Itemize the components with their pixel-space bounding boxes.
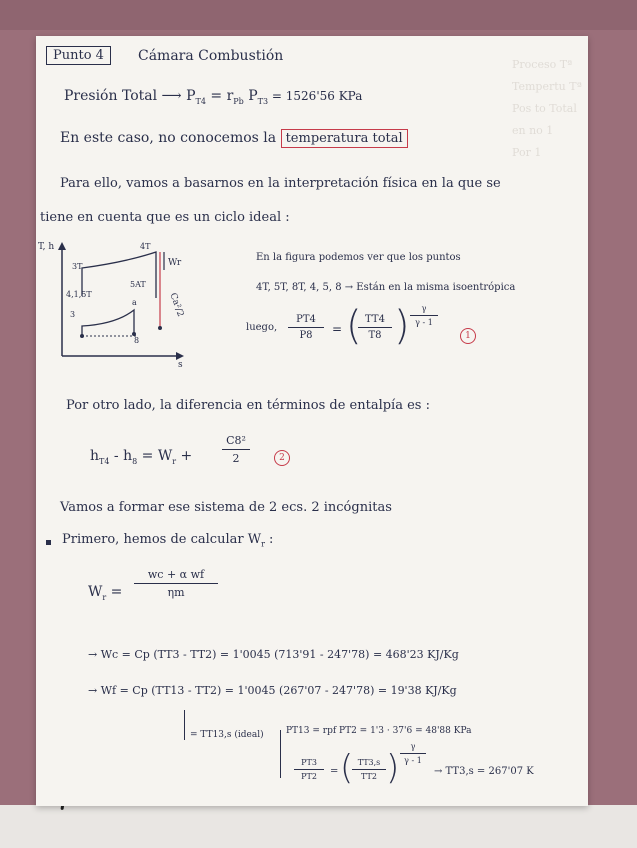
paragraph-line: Vamos a formar ese sistema de 2 ecs. 2 incógnitas — [60, 500, 392, 515]
subscript: 8 — [132, 456, 138, 466]
denominator: TT2 — [361, 772, 377, 781]
result-line: → TT3,s = 267'07 K — [434, 766, 534, 777]
fraction-bar — [134, 583, 218, 584]
symbol: W — [88, 584, 103, 600]
cycle-upper-curve — [82, 252, 156, 298]
section-title: Cámara Combustión — [138, 48, 284, 64]
arrow-icon: → — [88, 684, 98, 697]
denominator: T8 — [368, 330, 382, 341]
ghost-line: Por 1 — [512, 146, 542, 159]
denominator: ηm — [167, 586, 185, 599]
subscript: Pb — [233, 96, 244, 106]
fraction-bar — [352, 769, 386, 770]
point-label: 4T — [140, 242, 151, 251]
branch-bracket — [280, 730, 281, 778]
text: : — [264, 532, 274, 547]
close-paren: ) — [386, 748, 400, 788]
desk-surface — [0, 805, 637, 848]
y-axis-arrow-icon — [58, 242, 66, 250]
branch-label: = TT13,s (ideal) — [190, 730, 264, 740]
numerator: TT4 — [365, 314, 385, 325]
ghost-line: Proceso Tª — [512, 58, 573, 71]
subscript: r — [102, 592, 107, 602]
point-label: 8 — [134, 336, 140, 345]
paragraph-line: Para ello, vamos a basarnos en la interpretación física en la que se — [60, 176, 501, 191]
point-label: 5AT — [130, 280, 146, 289]
fraction-bar — [400, 753, 426, 754]
figure-text: 4T, 5T, 8T, 4, 5, 8 → Están en la misma isoentrópica — [256, 282, 516, 293]
numerator: PT3 — [301, 758, 317, 767]
pressure-ratio — [288, 314, 324, 341]
subscript: r — [261, 539, 265, 549]
point-label: 3T — [72, 262, 83, 271]
symbol: = — [106, 584, 123, 600]
numerator: γ — [421, 304, 427, 313]
paragraph-line: Por otro lado, la diferencia en términos de entalpía es : — [66, 398, 430, 413]
numerator: wc + α wf — [147, 568, 205, 581]
point-label: 4,1,5T — [66, 290, 92, 299]
subscript: T4 — [195, 96, 206, 106]
ghost-line: en no 1 — [512, 124, 554, 137]
highlighted-term: temperatura total — [281, 129, 408, 148]
numerator: C8² — [226, 434, 246, 447]
fraction-bar — [288, 327, 324, 328]
symbol: P — [243, 88, 258, 104]
then-label: luego, — [246, 322, 278, 333]
state-point — [158, 326, 162, 330]
arrow-icon: ⟶ — [161, 88, 182, 104]
background-top — [0, 0, 637, 30]
numerator: PT4 — [296, 314, 316, 325]
denominator: γ - 1 — [415, 318, 433, 327]
denominator: PT2 — [301, 772, 317, 781]
subscript: r — [172, 456, 177, 466]
y-axis-label: T, h — [38, 242, 55, 252]
arrow-icon: → — [88, 648, 98, 661]
equals: = — [330, 766, 339, 777]
text: En este caso, no conocemos la — [60, 130, 277, 146]
fraction-bar — [410, 315, 438, 316]
state-point — [80, 334, 84, 338]
exponent — [410, 304, 438, 327]
symbol: - h — [109, 448, 133, 464]
total-pressure-line — [64, 88, 362, 106]
cycle-lower-curve — [82, 310, 134, 336]
temperature-ratio — [358, 314, 392, 341]
fraction-bar — [294, 769, 324, 770]
open-paren: ( — [340, 748, 354, 788]
bleed-through-text — [512, 54, 582, 254]
text: Primero, hemos de calcular W — [62, 532, 262, 547]
work-label: Wr — [168, 258, 182, 268]
open-paren: ( — [346, 303, 362, 349]
point-label: a — [132, 298, 137, 307]
pressure-line: PT13 = rpf PT2 = 1'3 · 37'6 = 48'88 KPa — [286, 726, 472, 736]
turbine-work-equation — [88, 584, 122, 602]
pressure-ratio — [294, 758, 324, 781]
kinetic-label: Ca²/2 — [167, 291, 186, 319]
fraction-bar — [222, 449, 250, 450]
denominator: P8 — [299, 330, 313, 341]
enthalpy-equation — [90, 448, 192, 466]
denominator: 2 — [232, 452, 240, 465]
branch-bracket — [184, 710, 185, 740]
bullet-icon — [46, 540, 51, 545]
compressor-work-line — [88, 648, 459, 661]
subscript: T4 — [99, 456, 110, 466]
subscript: T3 — [257, 96, 269, 106]
label: Presión Total — [64, 88, 158, 104]
figure-text: En la figura podemos ver que los puntos — [256, 252, 461, 263]
symbol: = W — [137, 448, 173, 464]
equation-tag: 2 — [274, 450, 290, 466]
point-label: 3 — [70, 310, 76, 319]
numerator: TT3,s — [357, 758, 381, 767]
kinetic-fraction — [222, 434, 250, 465]
work-fraction — [134, 568, 218, 599]
ghost-line: Tempertu Tª — [512, 80, 582, 93]
equation-tag: 1 — [460, 328, 476, 344]
equals: = — [332, 322, 343, 336]
numerator: γ — [410, 742, 416, 751]
paragraph-line: tiene en cuenta que es un ciclo ideal : — [40, 210, 290, 225]
result-value: = 1526'56 KPa — [268, 89, 363, 103]
ghost-line: Pos to Total — [512, 102, 577, 115]
x-axis-label: s — [178, 360, 183, 370]
x-axis-arrow-icon — [176, 352, 184, 360]
unknown-temperature-line — [60, 130, 408, 146]
paragraph-line — [62, 532, 273, 549]
section-label: Punto 4 — [46, 46, 111, 65]
symbol: h — [90, 448, 100, 464]
symbol: + — [176, 448, 193, 464]
symbol: = r — [205, 88, 234, 104]
exponent — [400, 742, 426, 765]
denominator: γ - 1 — [404, 756, 422, 765]
close-paren: ) — [394, 303, 410, 349]
text: Wc = Cp (TT3 - TT2) = 1'0045 (713'91 - 247'78) = 468'23 KJ/Kg — [100, 648, 459, 661]
fan-work-line — [88, 684, 457, 697]
text: Wf = Cp (TT13 - TT2) = 1'0045 (267'07 - 247'78) = 19'38 KJ/Kg — [100, 684, 457, 697]
notebook-page — [36, 36, 588, 806]
symbol: P — [186, 88, 196, 104]
fraction-bar — [358, 327, 392, 328]
temperature-ratio — [352, 758, 386, 781]
